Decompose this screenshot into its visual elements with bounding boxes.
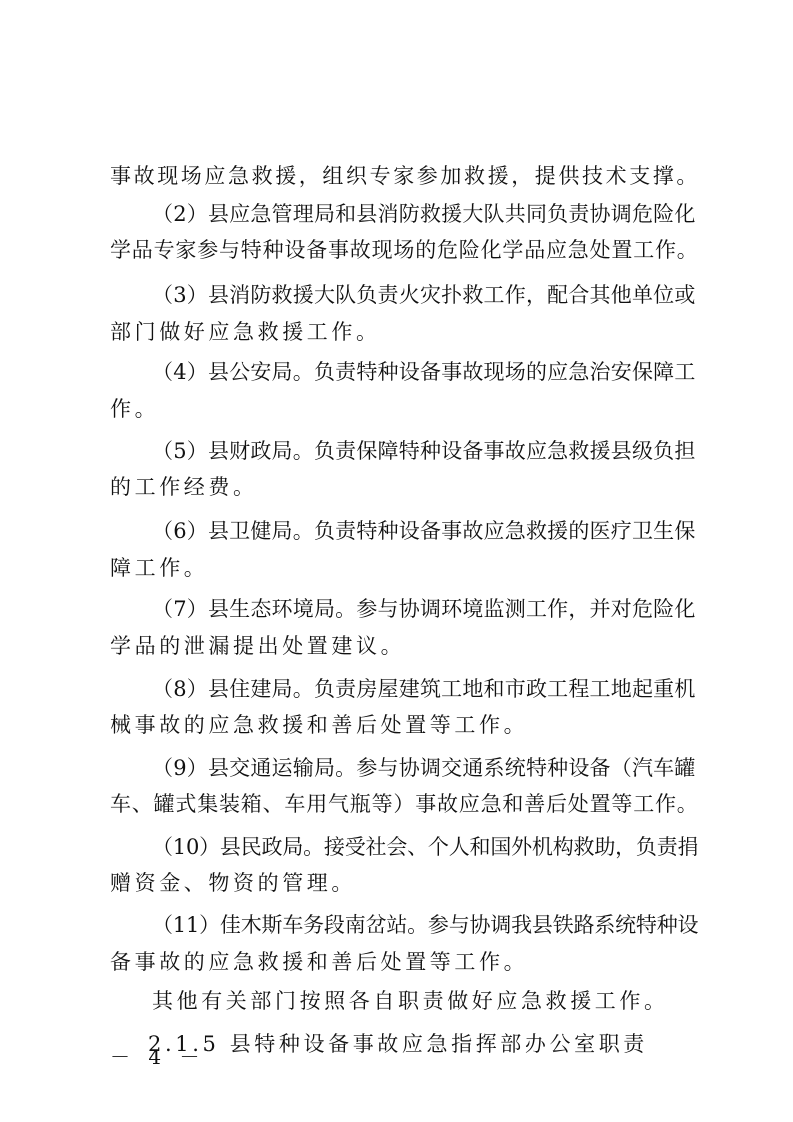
body-text-line: 部门做好应急救援工作。 (110, 320, 381, 344)
body-text-line: 事故现场应急救援，组织专家参加救援，提供技术支撑。 (110, 164, 700, 188)
body-text-line: 障工作。 (110, 556, 209, 580)
body-text-line: 学品的泄漏提出处置建议。 (110, 634, 406, 658)
body-text-line: 械事故的应急救援和善后处置等工作。 (110, 713, 529, 737)
body-text-line: 学品专家参与特种设备事故现场的危险化学品应急处置工作。 (110, 238, 699, 262)
body-text-line: 备事故的应急救援和善后处置等工作。 (110, 950, 529, 974)
body-text-line: （9）县交通运输局。参与协调交通系统特种设备（汽车罐 (152, 756, 696, 780)
body-text-line: （11）佳木斯车务段南岔站。参与协调我县铁路系统特种设 (152, 913, 699, 937)
body-text-line: 其他有关部门按照各自职责做好应急救援工作。 (152, 989, 669, 1013)
section-heading: 2.1.5 县特种设备事故应急指挥部办公室职责 (148, 1032, 648, 1056)
body-text-line: 赠资金、物资的管理。 (110, 871, 356, 895)
body-text-line: 车、罐式集装箱、车用气瓶等）事故应急和善后处置等工作。 (110, 792, 699, 816)
body-text-line: （10）县民政局。接受社会、个人和国外机构救助，负责捐 (152, 835, 699, 859)
page-number: － 4 － (110, 1045, 206, 1069)
body-text-line: （8）县住建局。负责房屋建筑工地和市政工程工地起重机 (152, 677, 696, 701)
body-text-line: （6）县卫健局。负责特种设备事故应急救援的医疗卫生保 (152, 519, 696, 543)
body-text-line: （3）县消防救援大队负责火灾扑救工作，配合其他单位或 (152, 283, 696, 307)
body-text-line: （4）县公安局。负责特种设备事故现场的应急治安保障工 (152, 360, 696, 384)
body-text-line: 作。 (110, 397, 160, 421)
body-text-line: 的工作经费。 (110, 475, 258, 499)
body-text-line: （5）县财政局。负责保障特种设备事故应急救援县级负担 (152, 439, 696, 463)
body-text-line: （7）县生态环境局。参与协调环境监测工作，并对危险化 (152, 597, 696, 621)
body-text-line: （2）县应急管理局和县消防救援大队共同负责协调危险化 (152, 202, 696, 226)
